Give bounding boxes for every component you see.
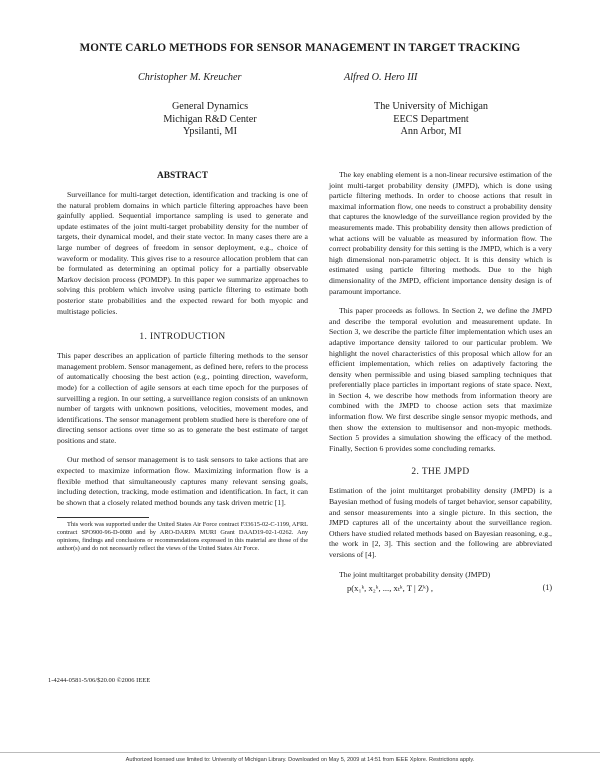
license-notice: Authorized licensed use limited to: University of Michigan Library. Downloaded on May 5, 2009 at 14:51 from IEEE Xplore. Restrictions apply. — [125, 757, 475, 763]
section-2-paragraph: The joint multitarget probability density (JMPD) — [339, 569, 491, 579]
abstract-text: Surveillance for multi-target detection, identification and tracking is one of the natural problem domains in which particle filtering approaches have been gainfully applied. Sequential importance sampling is used to generate and update estimates of the joint multi-target probability density for the number of targets, their dynamical model, and their state vector. In many cases there are a large number of degrees of freedom in sensor deployment, e.g., choice of waveform or modality. This gives rise to a resource allocation problem that can be formulated as determining an optimal policy for a partially observable Markov decision process (POMDP). In this paper we summarize approaches to solving this problem which involve using particle filtering to estimate both posterior state probabilities and the expected reward for both myopic and multistage policies. — [57, 190, 308, 316]
footnote: This work was supported under the United States Air Force contract F33615-02-C-1199, AFRL contract SPO900-96-D-0080 and by ARO-DARPA MURI Grant DAAD19-02-1-0262. Any opinions, findings and conclusions or recommendations expressed in this material are those of the author(s) and do not necessarily reflect the views of the United States Air Force. — [57, 521, 308, 553]
section-2-heading: 2. THE JMPD — [411, 467, 470, 478]
footnote-divider — [57, 517, 149, 518]
body-paragraph: The key enabling element is a non-linear recursive estimation of the joint multi-target probability density (JMPD), which is done using particle filtering methods. In order to choose actions that result in maximal information flow, one needs to construct a probability density that captures the knowledge of the surveillance region provided by the measurements made. This probability density then allows prediction of what actions will be valuable as measured by information flow. The correct probability density for this setting is the JMPD, which is a very high dimensional non-parametric object. It is this density which is estimated using particle filtering methods. Due to the high dimensionality of the JMPD, efficient importance density design is of paramount importance. — [329, 170, 552, 296]
body-paragraph: This paper proceeds as follows. In Section 2, we define the JMPD and describe the temporal evolution and measurement update. In Section 3, we describe the particle filter implementation which uses an adaptive importance density tailored to our particular problem. We highlight the novel characteristics of this proposal which allow for an efficient implementation, which relies on adaptively factoring the density when permissible and using biased sampling techniques that preferentially place particles in important regions of state space. Next, in Section 4, we describe how methods from information theory are combined with the JMPD to choose action sets that maximize information flow. We first describe single sensor myopic methods, and then show the extension to multisensor and non-myopic methods. Section 5 provides a simulation showing the efficacy of the method. Finally, Section 6 provides some concluding remarks. — [329, 306, 552, 453]
affiliation-line: The University of Michigan — [373, 101, 489, 112]
author-name-1: Christopher M. Kreucher — [138, 72, 242, 83]
affiliation-line: Michigan R&D Center — [163, 113, 257, 125]
equation-number: (1) — [542, 583, 552, 593]
intro-paragraph: This paper describes an application of particle filtering methods to the sensor management problem. Sensor management, as defined here, refers to the process of automatically choosing the best action (e.g., pointing direction, waveform, mode) for a collection of agile sensors at each time epoch for the purposes of surveilling a region. In our setting, a surveillance region consists of an unknown number of targets with unknown positions, velocities, movement modes, and identifications. The sensor management problem studied here is therefore one of directing sensor actions over time so as to generate the best estimate of target positions and state. — [57, 351, 308, 445]
footer-divider — [0, 752, 600, 753]
introduction-heading: 1. INTRODUCTION — [139, 332, 226, 343]
copyright-line: 1-4244-0581-5/06/$20.00 ©2006 IEEE — [48, 677, 151, 684]
paper-title: MONTE CARLO METHODS FOR SENSOR MANAGEMENT IN TARGET TRACKING — [79, 42, 521, 54]
right-column — [329, 170, 552, 594]
abstract-heading: ABSTRACT — [156, 171, 209, 181]
affiliation-line: General Dynamics — [171, 101, 249, 112]
intro-paragraph: Our method of sensor management is to task sensors to take actions that are expected to maximize information flow. Maximizing information flow is a flexible method that simultaneously captures many relevant sensing goals, including detection, tracking, mode estimation and identification. In fact, it can be shown that a closely related method bounds any task driven metric [1]. — [57, 455, 308, 507]
author-affiliation-1 — [110, 101, 310, 139]
equation-1 — [329, 583, 552, 594]
affiliation-line: Ann Arbor, MI — [400, 126, 462, 137]
left-column — [57, 170, 308, 553]
author-affiliation-2 — [331, 101, 531, 139]
equation-formula: p(x₁ᵏ, x₂ᵏ, ..., xₜᵏ, T | Zᵏ) , — [347, 583, 434, 594]
author-name-2: Alfred O. Hero III — [344, 72, 418, 83]
affiliation-line: Ypsilanti, MI — [183, 126, 237, 137]
section-2-paragraph: Estimation of the joint multitarget probability density (JMPD) is a Bayesian method of fusing models of target behavior, sensor capability, and sensor measurements into a single picture. In this section, the JMPD captures all of the uncertainty about the surveillance region. Others have studied related methods based on Bayesian reasoning, e.g., the work in [2, 3]. This section and the following are abbreviated versions of [4]. — [329, 486, 552, 559]
affiliation-line: EECS Department — [393, 113, 469, 125]
